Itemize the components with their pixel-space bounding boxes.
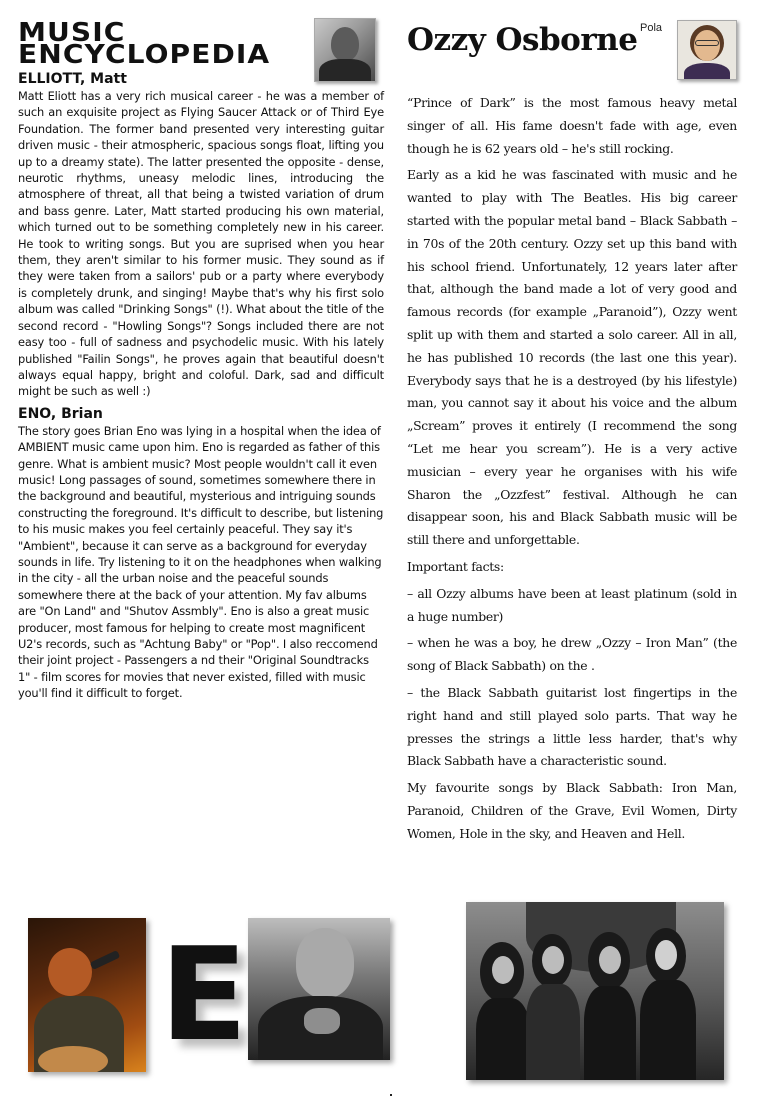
brian-eno-photo — [248, 918, 390, 1060]
masthead-portrait-photo — [314, 18, 376, 82]
author-portrait-photo — [677, 20, 737, 80]
masthead-line-1: MUSIC — [18, 18, 126, 48]
page-dot — [390, 1094, 392, 1096]
article-title: Ozzy Osborne — [407, 22, 638, 58]
article-paragraph: My favourite songs by Black Sabbath: Iron Man, Paranoid, Children of the Grave, Evil Women, Dirty Women, Hole in the sky, and Heaven and Hell. — [407, 780, 737, 841]
article-paragraph: – the Black Sabbath guitarist lost fingertips in the right hand and still played solo parts. That way he presses the strings a little less harder, that's why Black Sabbath have a characteristic sound. — [407, 684, 737, 769]
article-body — [407, 92, 737, 846]
article-paragraph: – all Ozzy albums have been at least platinum (sold in a huge number) — [407, 585, 737, 624]
ozzy-article-column — [407, 20, 737, 850]
article-paragraph: – when he was a boy, he drew „Ozzy – Iron Man” (the song of Black Sabbath) on the . — [407, 635, 737, 674]
article-paragraph: Early as a kid he was fascinated with music and he wanted to play with The Beatles. His big career started with the popular metal band – Black Sabbath – in 70s of the 20th century. Ozzy set up this band with his school friend. Unfortunately, 12 years later after that, although the band made a lot of very good and famous records (for example „Paranoid”), Ozzy went split up with them and started a solo career. All in all, he has published 10 records (the last one this year). Everybody says that he is a destroyed (by his lifestyle) man, you cannot say it about his voice and the album „Scream” proves it entirely (I recommend the song “Let me hear you scream”). He is a very active musician – every year he organises with his wife Sharon the „Ozzfest” festival. Although he can disappear soon, his and Black Sabbath music will be still there and unforgettable. — [407, 167, 737, 548]
masthead-line-2: ENCYCLOPEDIA — [18, 40, 271, 70]
article-paragraph: Important facts: — [407, 558, 504, 574]
section-body-elliott: Matt Eliott has a very rich musical career - he was a member of such an exquisite project as Flying Saucer Attack or of Third Eye Foundation. The former band presented very interesting guitar driven music - their atmospheric, spacious songs float, lifting you up to a dreamy state). The latter presented the opposite - dense, neurotic rhythms, uneasy melodic lines, introducing the atmosphere of threat, all that being a twisted variation of drum and bass genre. Later, Matt started producing his own material, which turned out to be something completely new in his career. He took to writing songs. But you are suprised when you hear them, they aren't similar to his former music. They sound as if they were taken from a sailors' pub or a party where everybody is completely drunk, and singing! Maybe that's why his first solo album was called "Drinking Songs" (!). What about the title of the second record - "Howling Songs"? Songs included there are not easy too - full of sadness and psychodelic music. With his lately published "Failin Songs", he proves again that beautiful doesn't always equal happy, bright and coloful. Dark, sad and difficult might be such as well :) — [18, 89, 384, 399]
section-heading-eno: ENO, Brian — [18, 405, 103, 422]
section-heading-elliott: ELLIOTT, Matt — [18, 71, 127, 87]
decorative-letter-e: E — [160, 921, 248, 1070]
black-sabbath-band-photo — [466, 902, 724, 1080]
article-paragraph: “Prince of Dark” is the most famous heavy metal singer of all. His fame doesn't fade with age, even though he is 62 years old – he's still rocking. — [407, 95, 737, 156]
concert-singer-photo — [28, 918, 146, 1072]
section-body-eno: The story goes Brian Eno was lying in a hospital when the idea of AMBIENT music came upon him. Eno is regarded as father of this genre. What is ambient music? Most people wouldn't call it even music! Long passages of sound, sometimes somewhere there in the background and beautiful, mysterious and intriguing sounds constructing the foreground. It's difficult to describe, but listening to his music makes you feel certainly peaceful. They say it's "Ambient", because it can serve as a background for everyday sounds in life. Try listening to it on the headphones when walking in the city - all the urban noise and the peaceful sounds somewhere there at the back of your attention. My fav albums are "On Land" and "Shutov Assmbly". Eno is also a great music producer, most famous for helping to create most magnificent U2's records, such as "Achtung Baby" or "Pop". I also reccomend their joint project - Passengers a nd their "Original Soundtracks 1" - film scores for movies that never existed, filled with music you'll find it difficult to forget. — [18, 423, 384, 701]
music-encyclopedia-column — [18, 18, 384, 702]
article-author: Pola — [640, 22, 663, 34]
